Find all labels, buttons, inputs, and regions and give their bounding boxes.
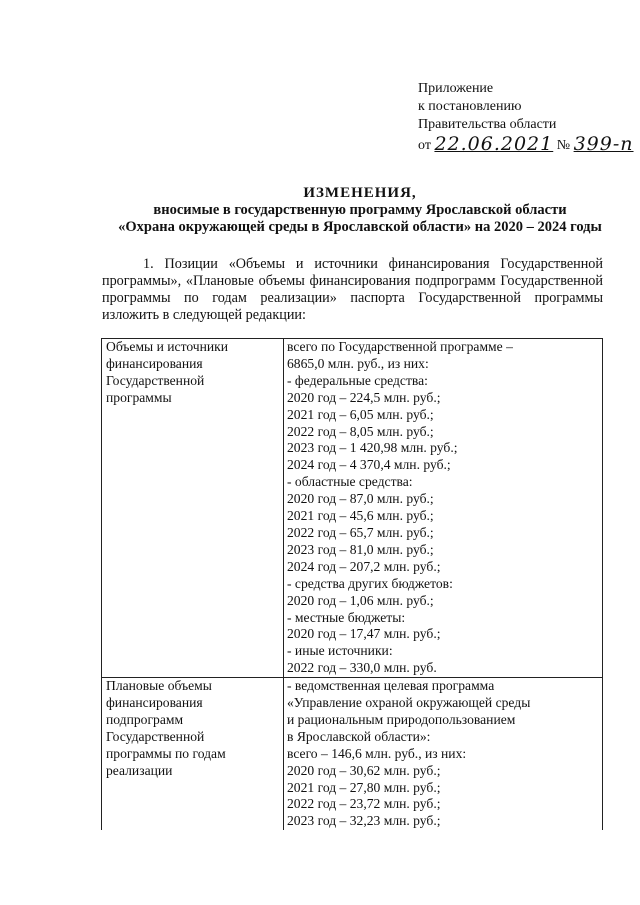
label-line: финансирования	[106, 355, 203, 371]
table-row	[102, 339, 603, 678]
appendix-date-line	[418, 134, 634, 155]
number-prefix: №	[556, 138, 571, 153]
appendix-line-2: к постановлению	[418, 99, 522, 114]
value-line: - ведомственная целевая программа	[287, 678, 495, 694]
value-line: 2022 год – 23,72 млн. руб.;	[287, 796, 441, 812]
title-heading: ИЗМЕНЕНИЯ,	[303, 185, 417, 201]
value-line: всего – 146,6 млн. руб., из них:	[287, 745, 467, 761]
value-line: - средства других бюджетов:	[287, 575, 453, 591]
value-line: 2023 год – 81,0 млн. руб.;	[287, 541, 434, 557]
value-line: всего по Государственной программе –	[287, 339, 513, 354]
appendix-block	[418, 80, 634, 155]
date-prefix: от	[418, 138, 431, 153]
value-line: 2024 год – 207,2 млн. руб.;	[287, 558, 441, 574]
label-line: подпрограмм	[106, 711, 184, 727]
value-line: 2021 год – 45,6 млн. руб.;	[287, 508, 434, 524]
table-label-cell	[102, 339, 284, 678]
value-line: 2022 год – 330,0 млн. руб.	[287, 660, 437, 676]
title-program-name: «Охрана окружающей среды в Ярославской области» на 2020 – 2024 годы	[118, 219, 602, 235]
financing-table	[101, 338, 603, 830]
table-value-cell	[284, 678, 603, 831]
value-line: 2021 год – 6,05 млн. руб.;	[287, 406, 434, 422]
value-line: 2023 год – 1 420,98 млн. руб.;	[287, 440, 458, 456]
handwritten-date: 22.06.2021	[434, 133, 554, 155]
handwritten-number: 399-п	[573, 133, 634, 155]
table-row	[102, 678, 603, 831]
value-line: 2024 год – 4 370,4 млн. руб.;	[287, 457, 451, 473]
value-line: 2020 год – 30,62 млн. руб.;	[287, 762, 441, 778]
value-line: 2020 год – 224,5 млн. руб.;	[287, 389, 441, 405]
label-line: реализации	[106, 762, 173, 778]
appendix-line-1: Приложение	[418, 81, 494, 96]
value-line: - местные бюджеты:	[287, 609, 406, 625]
label-line: Государственной	[106, 728, 205, 744]
value-line: - областные средства:	[287, 474, 413, 490]
value-line: 2020 год – 17,47 млн. руб.;	[287, 626, 441, 642]
value-line: 2020 год – 1,06 млн. руб.;	[287, 592, 434, 608]
value-line: 2020 год – 87,0 млн. руб.;	[287, 491, 434, 507]
table-label-cell	[102, 678, 284, 831]
value-line: - иные источники:	[287, 643, 393, 659]
label-line: Объемы и источники	[106, 339, 229, 354]
document-title	[60, 185, 640, 236]
label-line: Плановые объемы	[106, 678, 212, 694]
appendix-line-3: Правительства области	[418, 117, 557, 132]
value-line: - федеральные средства:	[287, 372, 428, 388]
value-line: 2022 год – 65,7 млн. руб.;	[287, 524, 434, 540]
title-subtitle: вносимые в государственную программу Ярославской области	[153, 202, 567, 218]
value-line: «Управление охраной окружающей среды	[287, 695, 531, 711]
label-line: программы по годам	[106, 745, 226, 761]
label-line: Государственной	[106, 372, 205, 388]
label-line: программы	[106, 389, 172, 405]
value-line: 2021 год – 27,80 млн. руб.;	[287, 779, 441, 795]
value-line: и рациональным природопользованием	[287, 711, 516, 727]
value-line: 6865,0 млн. руб., из них:	[287, 355, 429, 371]
label-line: финансирования	[106, 695, 203, 711]
intro-paragraph: 1. Позиции «Объемы и источники финансирования Государственной программы», «Плановые объемы финансирования подпрограмм Государственной программы по годам реализации» паспорта Государственной программы изложить в следующей редакции:	[102, 256, 603, 323]
value-line: 2022 год – 8,05 млн. руб.;	[287, 423, 434, 439]
value-line: в Ярославской области»:	[287, 728, 431, 744]
value-line: 2023 год – 32,23 млн. руб.;	[287, 813, 441, 829]
table-value-cell	[284, 339, 603, 678]
